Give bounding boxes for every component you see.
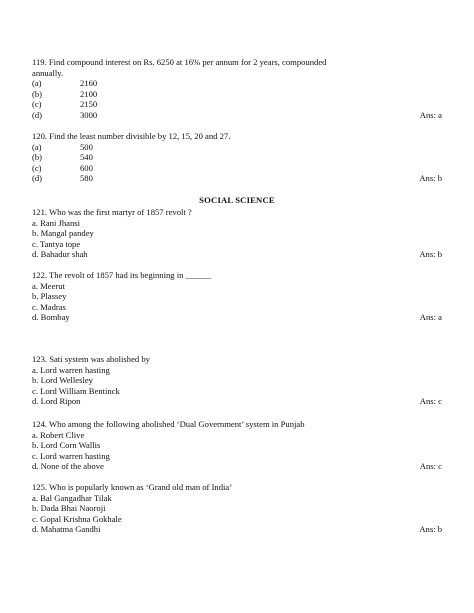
- option-value: 3000: [80, 109, 98, 120]
- option-text: c. Madras: [32, 301, 66, 312]
- option-row: [32, 375, 392, 386]
- option-text: d. Lord Ripon: [32, 396, 81, 406]
- option-label: (d): [32, 109, 43, 120]
- option-text: d. Mahatma Gandhi: [32, 524, 101, 534]
- option-text: c. Gopal Krishna Gokhale: [32, 513, 122, 524]
- answer-text: Ans: a: [419, 109, 442, 120]
- option-text: b. Lord Corn Wallis: [32, 440, 101, 450]
- option-row: [32, 493, 392, 504]
- answer-text: Ans: b: [419, 249, 442, 259]
- question-123: [32, 354, 442, 407]
- answer-text: Ans: c: [419, 461, 442, 471]
- option-row: [32, 451, 392, 462]
- question-text: 120. Find the least number divisible by 12, 15, 20 and 27.: [32, 131, 231, 141]
- question-119: [32, 57, 442, 120]
- question-120: [32, 131, 442, 184]
- option-row: [32, 152, 392, 163]
- option-text: c. Tantya tope: [32, 238, 81, 249]
- option-row: [32, 109, 442, 121]
- option-row: [32, 430, 392, 441]
- option-row: [32, 228, 392, 239]
- option-row: [32, 249, 442, 260]
- option-row: [32, 440, 392, 451]
- option-row: [32, 386, 392, 397]
- section-heading: SOCIAL SCIENCE: [199, 195, 275, 205]
- option-text: d. Bombay: [32, 312, 70, 322]
- option-value: 2150: [80, 99, 98, 109]
- option-text: d. None of the above: [32, 461, 104, 471]
- option-row: [32, 78, 392, 89]
- option-value: 580: [80, 173, 93, 183]
- answer-text: Ans: b: [419, 173, 442, 183]
- option-label: (a): [32, 141, 42, 152]
- option-row: [32, 218, 392, 229]
- option-value: 600: [80, 162, 93, 173]
- option-row: [32, 173, 442, 184]
- option-text: b. Plassey: [32, 291, 67, 301]
- option-text: b. Lord Wellesley: [32, 375, 93, 385]
- answer-text: Ans: a: [419, 312, 442, 322]
- option-text: c. Lord warren hasting: [32, 450, 110, 461]
- option-text: a. Meerut: [32, 280, 65, 291]
- question-124: [32, 419, 442, 472]
- option-text: a. Bal Gangadhar Tilak: [32, 492, 112, 503]
- option-label: (d): [32, 173, 43, 183]
- question-125: [32, 482, 442, 535]
- question-text: 121. Who was the first martyr of 1857 revolt ?: [32, 207, 192, 217]
- option-text: b. Mangal pandey: [32, 228, 94, 238]
- option-row: [32, 142, 392, 153]
- option-row: [32, 302, 392, 313]
- answer-text: Ans: c: [419, 396, 442, 406]
- question-122: [32, 270, 442, 323]
- option-row: [32, 503, 392, 514]
- option-row: [32, 396, 442, 407]
- option-label: (c): [32, 99, 42, 109]
- option-row: [32, 312, 442, 323]
- question-text: 125. Who is popularly known as ‘Grand old man of India’: [32, 482, 233, 492]
- option-text: a. Lord warren hasting: [32, 364, 110, 375]
- option-row: [32, 514, 392, 525]
- option-row: [32, 99, 392, 110]
- option-row: [32, 89, 392, 100]
- option-text: a. Rani Jhansi: [32, 217, 80, 228]
- option-label: (b): [32, 152, 43, 162]
- option-text: b. Dada Bhai Naoroji: [32, 503, 106, 513]
- option-text: c. Lord William Bentinck: [32, 385, 120, 396]
- question-text: 124. Who among the following abolished ‘Dual Government’ system in Punjab: [32, 419, 305, 429]
- option-row: [32, 163, 392, 174]
- option-value: 540: [80, 152, 93, 162]
- option-label: (c): [32, 162, 42, 173]
- question-text: 123. Sati system was abolished by: [32, 354, 150, 364]
- option-row: [32, 365, 392, 376]
- option-row: [32, 291, 392, 302]
- question-text: 122. The revolt of 1857 had its beginning in ______: [32, 270, 212, 280]
- option-label: (b): [32, 88, 43, 99]
- question-text: 119. Find compound interest on Rs. 6250 at 16% per annum for 2 years, compounded annually.: [32, 57, 329, 78]
- option-row: [32, 281, 392, 292]
- option-text: a. Robert Clive: [32, 429, 85, 440]
- option-label: (a): [32, 78, 42, 88]
- option-row: [32, 524, 442, 535]
- option-row: [32, 461, 442, 472]
- option-row: [32, 239, 392, 250]
- option-text: d. Bahadur shah: [32, 249, 88, 259]
- option-value: 2160: [80, 78, 98, 88]
- option-value: 500: [80, 141, 93, 152]
- option-value: 2100: [80, 88, 98, 99]
- answer-text: Ans: b: [419, 524, 442, 534]
- question-121: [32, 207, 442, 260]
